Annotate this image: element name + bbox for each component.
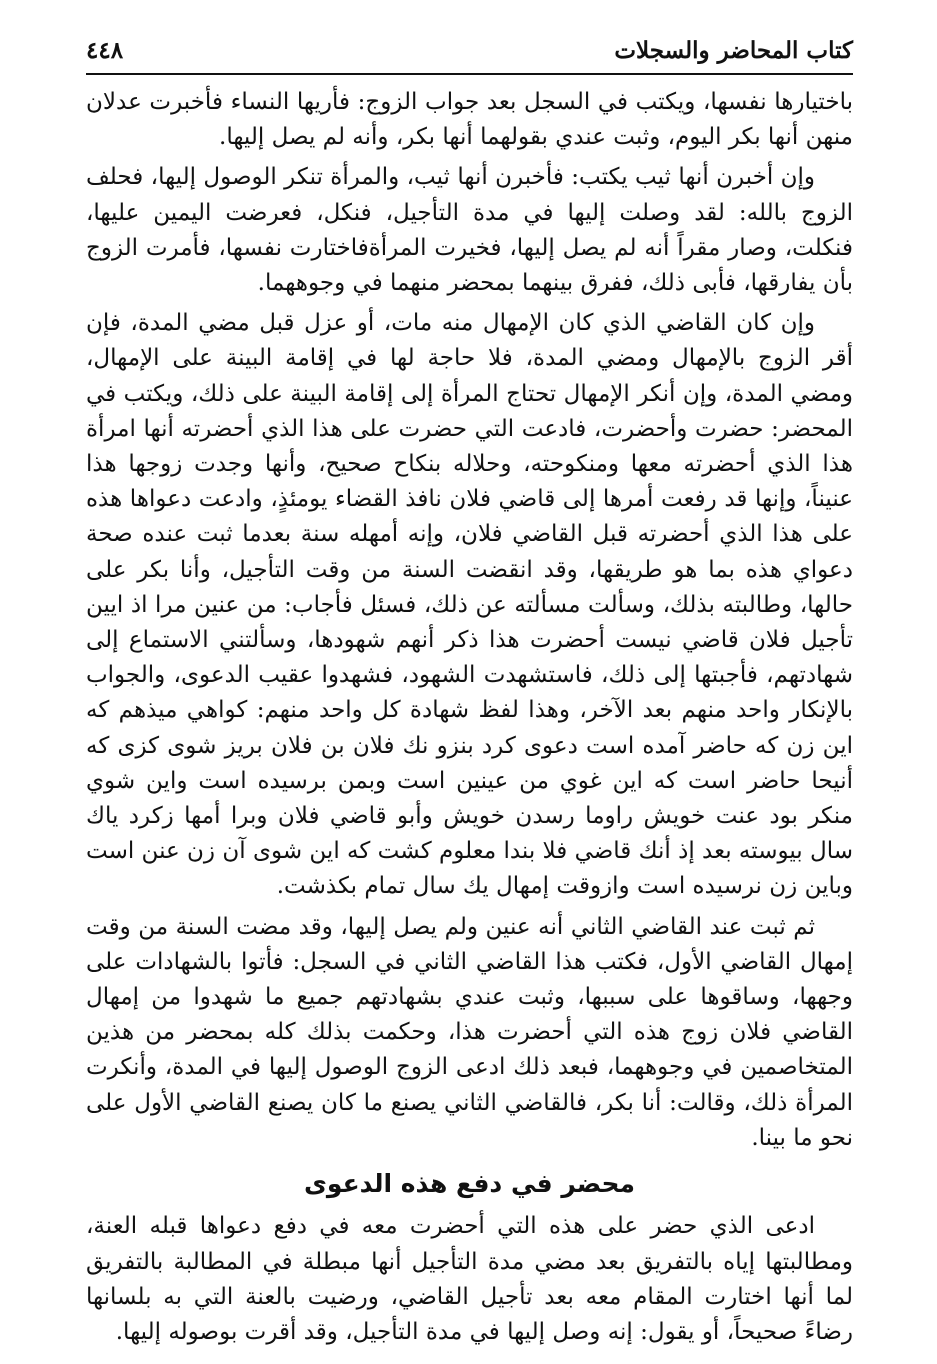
body-text bbox=[86, 85, 853, 1355]
paragraph: وإن أخبرن أنها ثيب يكتب: فأخبرن أنها ثيب، والمرأة تنكر الوصول إليها، فحلف الزوج بالله: لقد وصلت إليها في مدة التأجيل، فنكل، فعرضت اليمين عليها، فنكلت، وصار مقراً أنه لم يصل إليها، فخيرت المرأةفاختارت نفسها، فأمرت الزوج بأن يفارقها، فأبى ذلك، ففرق بينهما بمحضر منهما في وجوههما. bbox=[86, 164, 853, 297]
paragraph: ثم ثبت عند القاضي الثاني أنه عنين ولم يصل إليها، وقد مضت السنة من وقت إمهال القاضي الأول، فكتب هذا القاضي الثاني في السجل: فأتوا بالشهادات على وجهها، وساقوها على سببها، وثبت عندي بشهادتهم جميع ما شهدوا من إمهال القاضي فلان زوج هذه التي أحضرت هذا، وحكمت بذلك كله بمحضر من هذين المتخاصمين في وجوههما، فبعد ذلك ادعى الزوج الوصول إليها في المدة، وأنكرت المرأة ذلك، وقالت: أنا بكر، فالقاضي الثاني يصنع ما كان يصنع القاضي الأول على نحو ما بينا. bbox=[86, 913, 853, 1151]
paragraph: وإن كان القاضي الذي كان الإمهال منه مات، أو عزل قبل مضي المدة، فإن أقر الزوج بالإمهال ومضي المدة، فلا حاجة لها في إقامة البينة على الإمهال، ومضي المدة، وإن أنكر الإمهال تحتاج المرأة إلى إقامة البينة على ذلك، ويكتب في المحضر: حضرت وأحضرت، فادعت التي حضرت على هذا الذي أحضرته أنها امرأة هذا الذي أحضرته معها ومنكوحته، وحلاله بنكاح صحيح، وأنها وجدت زوجها هذا عنيناً، وإنها قد رفعت أمرها إلى قاضي فلان نافذ القضاء يومئذٍ، وادعت دعواها هذه على هذا الذي أحضرته قبل القاضي فلان، وإنه أمهله سنة بعدما ثبت عنده صحة دعواي هذه بما هو طريقها، وقد انقضت السنة من وقت التأجيل، وأنا بكر على حالها، وطالبته بذلك، وسألت مسألته عن ذلك، فسئل فأجاب: من عنين مرا اذ ايين تأجيل فلان قاضي نيست أحضرت هذا ذكر أنهم شهودها، وسألتني الاستماع إلى شهادتهم، فأجبتها إلى ذلك، فاستشهدت الشهود، فشهدوا عقيب الدعوى، والجواب بالإنكار واحد منهم بعد الآخر، وهذا لفظ شهادة كل واحد منهم: كواهي ميذهم كه اين زن كه حاضر آمده است دعوى كرد بنزو نك فلان بن فلان بريز شوى كزى كه أنيحا حاضر است كه اين غوي من عينين است وبمن برسيده است واين شوي منكر بود عنت خويش راوما رسدن خويش وأبو قاضي فلان وبرا أمها زكرد ياك سال بيوسته بعد إذ أنك قاضي فلا بندا معلوم كشت كه اين شوى آن زن عنن است وباين زن نرسيده است وازوقت إمهال يك سال تمام بكذشت. bbox=[86, 310, 853, 900]
section-heading: محضر في دفع هذه الدعوى bbox=[303, 1169, 636, 1199]
page-number: ٤٤٨ bbox=[86, 36, 124, 64]
running-header bbox=[86, 30, 853, 70]
paragraph: ادعى الذي حضر على هذه التي أحضرت معه في دفع دعواها قبله العنة، ومطالبتها إياه بالتفريق بعد مضي مدة التأجيل أنها مبطلة في المطالبة بالتفريق لما أنها اختارت المقام معه بعد تأجيل القاضي، ورضيت بالعنة التي به بلسانها رضاءً صحيحاً، أو يقول: إنه وصل إليها في مدة التأجيل، وقد أقرت بوصوله إليها. bbox=[86, 1213, 853, 1345]
header-rule bbox=[86, 73, 853, 75]
paragraph: باختيارها نفسها، ويكتب في السجل بعد جواب الزوج: فأريها النساء فأخبرت عدلان منهن أنها بكر اليوم، وثبت عندي بقولهما أنها بكر، وأنه لم يصل إليها. bbox=[86, 89, 853, 151]
book-title: كتاب المحاضر والسجلات bbox=[614, 36, 853, 64]
